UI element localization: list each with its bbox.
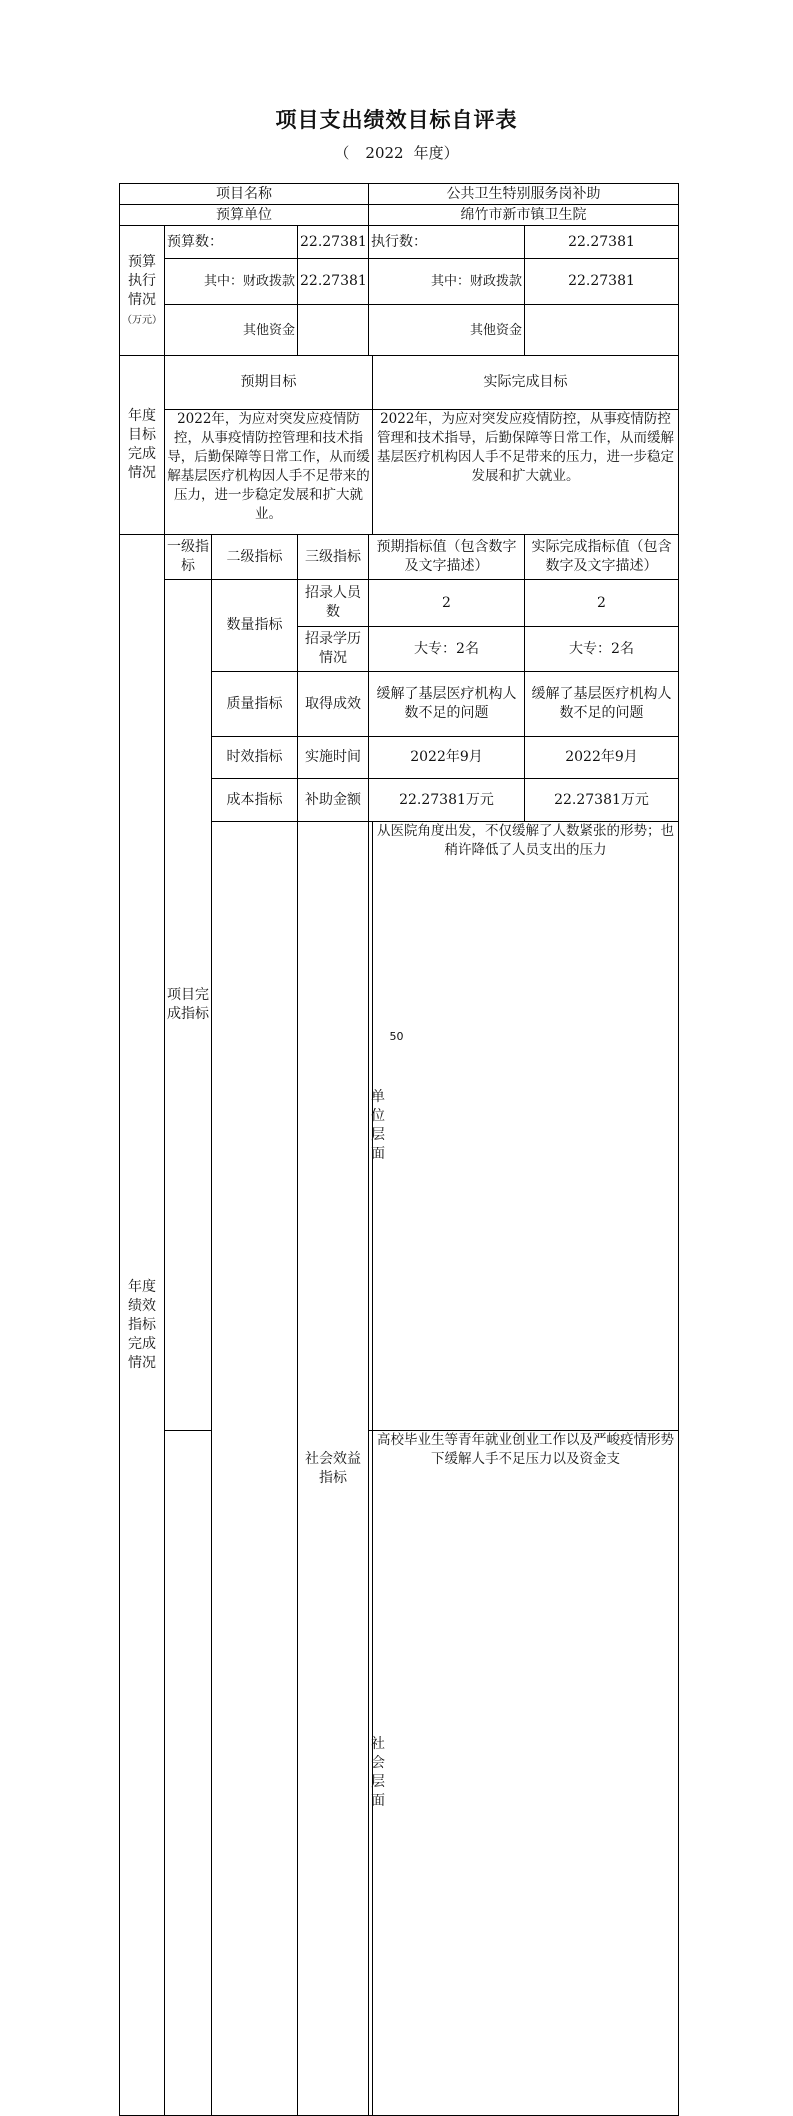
expected-value-header: 预期指标值（包含数字及文字描述） — [369, 535, 525, 580]
other-exec-value — [525, 305, 679, 356]
page-number: 50 — [389, 1030, 404, 1043]
expected-value: 大专：2名 — [369, 627, 525, 672]
project-completion-label: 项目完成指标 — [165, 580, 212, 1431]
timeliness-indicator-label: 时效指标 — [212, 737, 298, 779]
actual-value: 大专：2名 — [525, 627, 679, 672]
indicator-name: 实施时间 — [298, 737, 369, 779]
cost-indicator-label: 成本指标 — [212, 779, 298, 822]
indicator-name: 招录学历情况 — [298, 627, 369, 672]
actual-value: 缓解了基层医疗机构人数不足的问题 — [525, 672, 679, 737]
actual-value-header: 实际完成指标值（包含数字及文字描述） — [525, 535, 679, 580]
other-exec-label: 其他资金 — [369, 305, 525, 356]
quality-indicator-label: 质量指标 — [212, 672, 298, 737]
project-name-value: 公共卫生特别服务岗补助 — [369, 184, 679, 205]
subtitle-year: 2022 — [365, 144, 404, 162]
actual-value: 2022年9月 — [525, 737, 679, 779]
execution-amount-label: 执行数： — [369, 226, 525, 259]
performance-indicators-label: 年度绩效指标完成情况 — [120, 535, 165, 2116]
level3-header: 三级指标 — [298, 535, 369, 580]
expected-value: 缓解了基层医疗机构人数不足的问题 — [369, 672, 525, 737]
expected-value: 22.27381万元 — [369, 779, 525, 822]
year-subtitle — [0, 142, 793, 163]
expected-value: 2 — [369, 580, 525, 627]
budget-section-label: 预算执行情况 — [128, 253, 156, 308]
level1-header: 一级指标 — [165, 535, 212, 580]
budget-amount-label: 预算数： — [165, 226, 298, 259]
indicator-name: 招录人员数 — [298, 580, 369, 627]
subtitle-open: （ — [334, 144, 350, 162]
fiscal-budget-label: 其中：财政拨款 — [165, 259, 298, 305]
social-left-blank — [165, 1431, 212, 2116]
annual-goals-label: 年度目标完成情况 — [120, 356, 165, 535]
budget-unit-note: （万元） — [122, 314, 162, 326]
expected-value: 2022年9月 — [369, 737, 525, 779]
indicator-name: 单位层面 — [369, 822, 373, 1431]
expected-goal-text: 2022年，为应对突发应疫情防控，从事疫情防控管理和技术指导，后勤保障等日常工作，从而缓解基层医疗机构因人手不足带来的压力，进一步稳定发展和扩大就业。 — [165, 410, 373, 535]
other-budget-label: 其他资金 — [165, 305, 298, 356]
social-level1-cell — [212, 822, 298, 2116]
fiscal-exec-value: 22.27381 — [525, 259, 679, 305]
quantity-indicator-label: 数量指标 — [212, 580, 298, 672]
other-budget-value — [298, 305, 369, 356]
actual-goal-header: 实际完成目标 — [373, 356, 679, 410]
budget-unit-value: 绵竹市新市镇卫生院 — [369, 205, 679, 226]
expected-value: 高校毕业生等青年就业创业工作以及严峻疫情形势下缓解人手不足压力以及资金支 — [373, 1431, 679, 2116]
fiscal-budget-value: 22.27381 — [298, 259, 369, 305]
actual-value: 2 — [525, 580, 679, 627]
level2-header: 二级指标 — [212, 535, 298, 580]
actual-goal-text: 2022年，为应对突发应疫情防控，从事疫情防控管理和技术指导，后勤保障等日常工作，从而缓解基层医疗机构因人手不足带来的压力，进一步稳定发展和扩大就业。 — [373, 410, 679, 535]
indicator-name: 补助金额 — [298, 779, 369, 822]
page-title: 项目支出绩效目标自评表 — [275, 108, 518, 132]
project-name-label: 项目名称 — [120, 184, 369, 205]
subtitle-close: 年度） — [413, 144, 459, 162]
fiscal-exec-label: 其中：财政拨款 — [369, 259, 525, 305]
budget-amount-value: 22.27381 — [298, 226, 369, 259]
indicator-name: 社会层面 — [369, 1431, 373, 2116]
indicator-name: 取得成效 — [298, 672, 369, 737]
budget-execution-label — [120, 226, 165, 356]
budget-unit-label: 预算单位 — [120, 205, 369, 226]
execution-amount-value: 22.27381 — [525, 226, 679, 259]
actual-value: 22.27381万元 — [525, 779, 679, 822]
expected-value: 从医院角度出发，不仅缓解了人数紧张的形势；也稍许降低了人员支出的压力 — [373, 822, 679, 1431]
self-evaluation-table — [119, 183, 679, 2116]
social-benefit-label: 社会效益指标 — [298, 822, 369, 2116]
expected-goal-header: 预期目标 — [165, 356, 373, 410]
